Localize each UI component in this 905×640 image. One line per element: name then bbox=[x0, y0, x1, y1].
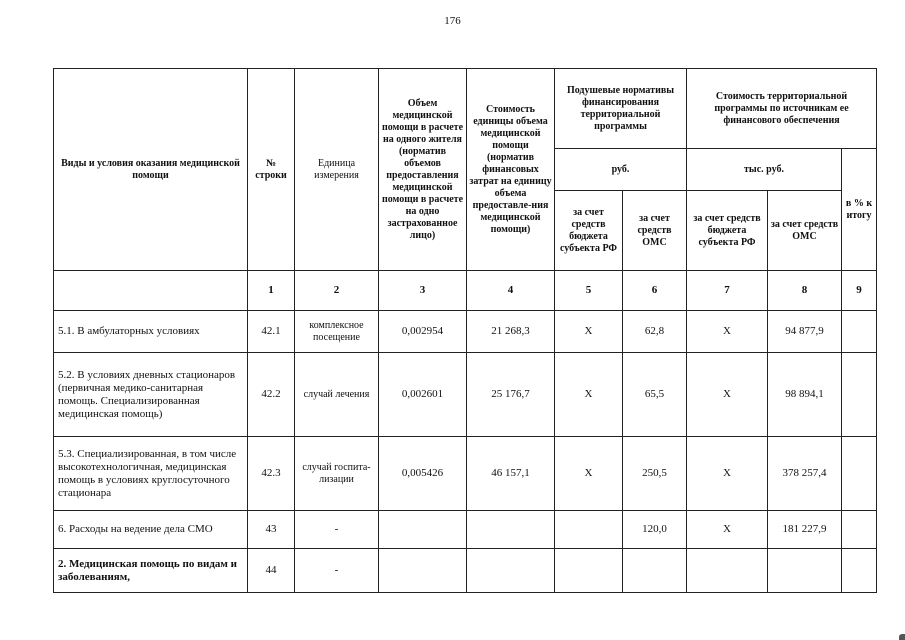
table-row bbox=[54, 311, 877, 353]
column-number: 9 bbox=[842, 271, 877, 311]
row-col8: 98 894,1 bbox=[768, 353, 842, 437]
header-budget-rf: за счет средств бюджета субъекта РФ bbox=[555, 191, 623, 271]
row-volume bbox=[379, 511, 467, 549]
header-oms: за счет средств ОМС bbox=[623, 191, 687, 271]
row-cost: 46 157,1 bbox=[467, 437, 555, 511]
table-row bbox=[54, 549, 877, 593]
row-col7: Х bbox=[687, 353, 768, 437]
row-cost: 21 268,3 bbox=[467, 311, 555, 353]
header-oms-2: за счет средств ОМС bbox=[768, 191, 842, 271]
row-number: 44 bbox=[248, 549, 295, 593]
row-col7 bbox=[687, 549, 768, 593]
row-name: 2. Медицинская помощь по видам и заболеваниям, bbox=[54, 549, 248, 593]
row-cost bbox=[467, 549, 555, 593]
row-volume: 0,005426 bbox=[379, 437, 467, 511]
row-col5: Х bbox=[555, 437, 623, 511]
row-col6: 65,5 bbox=[623, 353, 687, 437]
header-per-capita: Подушевые нормативы финансирования территориальной программы bbox=[555, 69, 687, 149]
row-col9 bbox=[842, 511, 877, 549]
row-cost: 25 176,7 bbox=[467, 353, 555, 437]
column-number-blank bbox=[54, 271, 248, 311]
row-col5 bbox=[555, 511, 623, 549]
row-col6 bbox=[623, 549, 687, 593]
row-name: 5.2. В условиях дневных стационаров (первичная медико-санитарная помощь. Специализированная медицинская помощь) bbox=[54, 353, 248, 437]
row-cost bbox=[467, 511, 555, 549]
row-name: 5.3. Специализированная, в том числе высокотехнологичная, медицинская помощь в условиях круглосуточного стационара bbox=[54, 437, 248, 511]
row-col7: Х bbox=[687, 511, 768, 549]
row-col6: 120,0 bbox=[623, 511, 687, 549]
header-row-number: № строки bbox=[248, 69, 295, 271]
row-unit: случай госпита-лизации bbox=[295, 437, 379, 511]
header-volume: Объем медицинской помощи в расчете на одного жителя (норматив объемов предоставления медицинской помощи в расчете на одно застрахованное лицо) bbox=[379, 69, 467, 271]
table-row bbox=[54, 511, 877, 549]
header-row-1 bbox=[54, 69, 877, 149]
header-budget-rf-2: за счет средств бюджета субъекта РФ bbox=[687, 191, 768, 271]
row-volume: 0,002601 bbox=[379, 353, 467, 437]
header-rub: руб. bbox=[555, 149, 687, 191]
row-unit: комплексное посещение bbox=[295, 311, 379, 353]
row-name: 5.1. В амбулаторных условиях bbox=[54, 311, 248, 353]
row-volume: 0,002954 bbox=[379, 311, 467, 353]
row-unit: случай лечения bbox=[295, 353, 379, 437]
row-name: 6. Расходы на ведение дела СМО bbox=[54, 511, 248, 549]
table-row bbox=[54, 353, 877, 437]
row-col8 bbox=[768, 549, 842, 593]
page-number: 176 bbox=[444, 15, 461, 27]
column-numbers-row bbox=[54, 271, 877, 311]
row-col7: Х bbox=[687, 311, 768, 353]
header-territorial-cost: Стоимость территориальной программы по источникам ее финансового обеспечения bbox=[687, 69, 877, 149]
column-number: 4 bbox=[467, 271, 555, 311]
column-number: 6 bbox=[623, 271, 687, 311]
column-number: 5 bbox=[555, 271, 623, 311]
row-col8: 181 227,9 bbox=[768, 511, 842, 549]
row-col6: 62,8 bbox=[623, 311, 687, 353]
table-row bbox=[54, 437, 877, 511]
row-col7: Х bbox=[687, 437, 768, 511]
column-number: 8 bbox=[768, 271, 842, 311]
row-number: 42.1 bbox=[248, 311, 295, 353]
row-col6: 250,5 bbox=[623, 437, 687, 511]
header-percent-total: в % к итогу bbox=[842, 149, 877, 271]
row-number: 43 bbox=[248, 511, 295, 549]
row-col9 bbox=[842, 437, 877, 511]
row-col9 bbox=[842, 353, 877, 437]
row-col8: 94 877,9 bbox=[768, 311, 842, 353]
row-unit: - bbox=[295, 511, 379, 549]
header-kinds: Виды и условия оказания медицинской помощи bbox=[54, 69, 248, 271]
row-volume bbox=[379, 549, 467, 593]
column-number: 7 bbox=[687, 271, 768, 311]
row-number: 42.3 bbox=[248, 437, 295, 511]
row-col8: 378 257,4 bbox=[768, 437, 842, 511]
column-number: 1 bbox=[248, 271, 295, 311]
row-number: 42.2 bbox=[248, 353, 295, 437]
row-col5 bbox=[555, 549, 623, 593]
row-col9 bbox=[842, 311, 877, 353]
row-col5: Х bbox=[555, 311, 623, 353]
header-cost: Стоимость единицы объема медицинской помощи (норматив финансовых затрат на единицу объема предоставле-ния медицинской помощи) bbox=[467, 69, 555, 271]
row-col9 bbox=[842, 549, 877, 593]
header-unit: Единица измерения bbox=[295, 69, 379, 271]
row-unit: - bbox=[295, 549, 379, 593]
header-thousand-rub: тыс. руб. bbox=[687, 149, 842, 191]
page-corner-mark bbox=[899, 634, 905, 640]
column-number: 2 bbox=[295, 271, 379, 311]
column-number: 3 bbox=[379, 271, 467, 311]
row-col5: Х bbox=[555, 353, 623, 437]
medical-care-table bbox=[53, 68, 877, 593]
